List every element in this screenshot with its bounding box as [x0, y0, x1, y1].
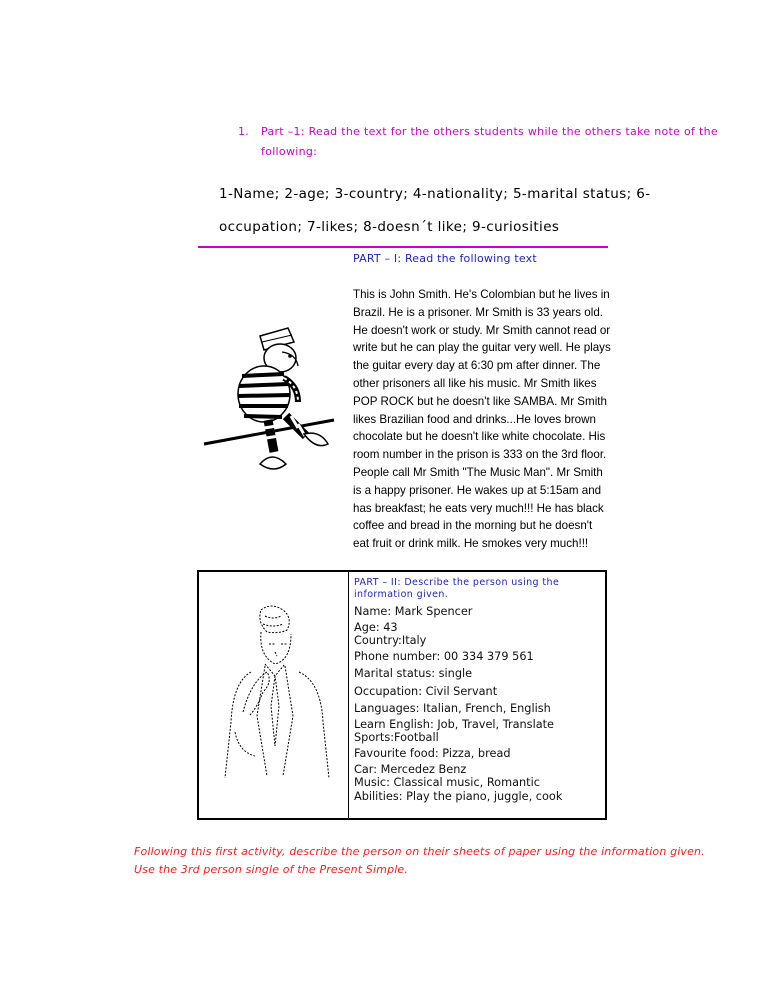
detail-name: Name: Mark Spencer [354, 605, 473, 618]
part2-details [354, 603, 604, 803]
detail-phone: Phone number: 00 334 379 561 [354, 649, 534, 663]
part2-heading: PART – II: Describe the person using the information given. [354, 577, 560, 600]
detail-favourite-food: Favourite food: Pizza, bread [354, 746, 511, 760]
detail-languages: Languages: Italian, French, English [354, 702, 551, 716]
detail-sports: Sports:Football [354, 731, 439, 745]
detail-occupation: Occupation: Civil Servant [354, 684, 498, 698]
detail-age: Age: 43 [354, 620, 398, 634]
detail-marital-status: Marital status: single [354, 667, 473, 681]
prisoner-illustration [202, 316, 342, 492]
box-divider [348, 572, 349, 818]
detail-country: Country:Italy [354, 634, 427, 648]
detail-music: Music: Classical music, Romantic [354, 776, 540, 790]
detail-abilities: Abilities: Play the piano, juggle, cook [354, 789, 563, 803]
instruction [238, 122, 738, 162]
part1-text: This is John Smith. He's Colombian but he lives in Brazil. He is a prisoner. Mr Smith is 33 years old. He doesn't work or study. Mr Smith cannot read or write but he can play the guitar very well. He plays the guitar every day at 6:30 pm after dinner. The other prisoners all like his music. Mr Smith likes POP ROCK but he doesn't like SAMBA. Mr Smith likes Brazilian food and drinks...He loves brown chocolate but he doesn't like white chocolate. His room number in the prison is 333 on the 3rd floor. People call Mr Smith "The Music Man". Mr Smith is a happy prisoner. He wakes up at 5:15am and has breakfast; he eats very much!!! He has black coffee and bread in the morning but he doesn't eat fruit or drink milk. He smokes very much!!! [353, 288, 611, 551]
footer-line-1: Following this first activity, describe the person on their sheets of paper using the information given. [134, 845, 705, 858]
footer-instructions [134, 843, 754, 878]
instruction-text: Part –1: Read the text for the others students while the others take note of the following: [261, 125, 718, 158]
businessman-sketch [221, 602, 333, 782]
notes-line-1: 1-Name; 2-age; 3-country; 4-nationality; 5-marital status; 6- [219, 186, 651, 202]
instruction-number: 1. [238, 125, 250, 138]
notes-line-2: occupation; 7-likes; 8-doesn´t like; 9-curiosities [219, 219, 560, 235]
divider-rule [198, 246, 608, 248]
detail-car: Car: Mercedez Benz [354, 762, 467, 776]
footer-line-2: Use the 3rd person single of the Present Simple. [134, 862, 408, 876]
detail-learn-english: Learn English: Job, Travel, Translate [354, 717, 555, 731]
notes-list [219, 178, 679, 244]
part2-box [197, 570, 607, 820]
part1-heading: PART – I: Read the following text [353, 252, 537, 265]
